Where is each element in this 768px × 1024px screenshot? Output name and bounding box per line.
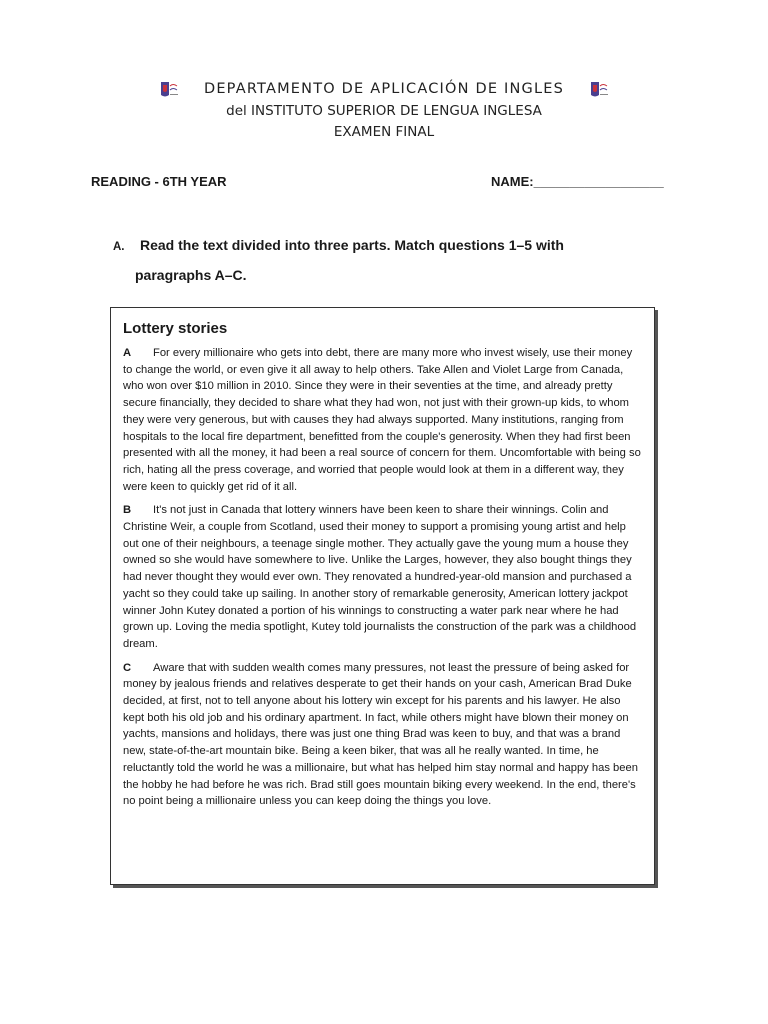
meta-row bbox=[91, 174, 676, 192]
instruction bbox=[113, 231, 673, 289]
section-label: READING - 6TH YEAR bbox=[91, 174, 227, 189]
school-crest-icon bbox=[588, 79, 610, 101]
instruction-text-1: Read the text divided into three parts. Match questions 1–5 with bbox=[140, 237, 564, 253]
department-title: DEPARTAMENTO DE APLICACIÓN DE INGLES bbox=[203, 81, 565, 97]
paragraph-letter: C bbox=[123, 661, 132, 674]
paragraph-letter: B bbox=[123, 504, 132, 517]
paragraph-text: For every millionaire who gets into debt, there are many more who invest wisely, use their money to change the world, or even give it all away to help others. Take Allen and Violet Large from Canada, who won over $10 million in 2010. Since they were in their seventies at the time, and already pretty secure financially, they decided to share what they had won, not just with their grown-up kids, to whom they were very generous, but with causes they had always supported. Many institutions, ranging from hospitals to the local fire department, benefitted from the couple's generosity. When they had first been presented with all the money, it had been a real source of concern for them. Uncomfortable with being so rich, hating all the press coverage, and worried that people would look at them in a different way, they were keen to quickly get rid of it all. bbox=[123, 347, 641, 493]
article-title: Lottery stories bbox=[123, 320, 228, 337]
document-header bbox=[0, 80, 768, 140]
article-box bbox=[110, 307, 655, 885]
paragraph-a bbox=[123, 345, 642, 495]
paragraph-c bbox=[123, 660, 642, 810]
paragraph-text: It's not just in Canada that lottery winners have been keen to share their winnings. Colin and Christine Weir, a couple from Scotland, used their money to support a promising young artist and help out one of their neighbours, a teenage single mother. They actually gave the young mum a house they owned so she would have somewhere to live. Unlike the Larges, however, they also bought things they had never thought they would ever own. They renovated a hundred-year-old mansion and purchased a yacht so they could take up sailing. In another story of remarkable generosity, American lottery jackpot winner John Kutey donated a portion of his winnings to constructing a water park near where he had grown up. Loving the media spotlight, Kutey told journalists the construction of the park was a childhood dream. bbox=[123, 504, 637, 650]
instruction-line-2: paragraphs A–C. bbox=[135, 267, 247, 283]
paragraph-b bbox=[123, 502, 642, 652]
exam-title: EXAMEN FINAL bbox=[333, 124, 435, 140]
paragraph-text: Aware that with sudden wealth comes many pressures, not least the pressure of being asked for money by jealous friends and relatives desperate to get their hands on your cash, American Brad Duke decided, at first, not to tell anyone about his lottery win except for his parents and his lawyer. He also kept both his old job and his ordinary apartment. In fact, while others might have blown their money on yachts, mansions and holidays, there was just one thing Brad was keen to buy, and that was a brand new, state-of-the-art mountain bike. Being a keen biker, that was all he really wanted. In time, he reluctantly told the world he was a millionaire, but what has helped him stay normal and happy has been the hobby he had before he was rich. Brad still goes mountain biking every weekend. In the end, there's no point being a millionaire unless you can keep doing the things you love. bbox=[123, 661, 638, 808]
instruction-line-1 bbox=[113, 231, 673, 261]
institute-title: del INSTITUTO SUPERIOR DE LENGUA INGLESA bbox=[226, 103, 542, 119]
department-line bbox=[204, 81, 564, 97]
name-field: NAME:__________________ bbox=[491, 174, 664, 189]
school-crest-icon bbox=[158, 79, 180, 101]
paragraph-letter: A bbox=[123, 347, 132, 359]
instruction-label: A. bbox=[113, 241, 125, 253]
